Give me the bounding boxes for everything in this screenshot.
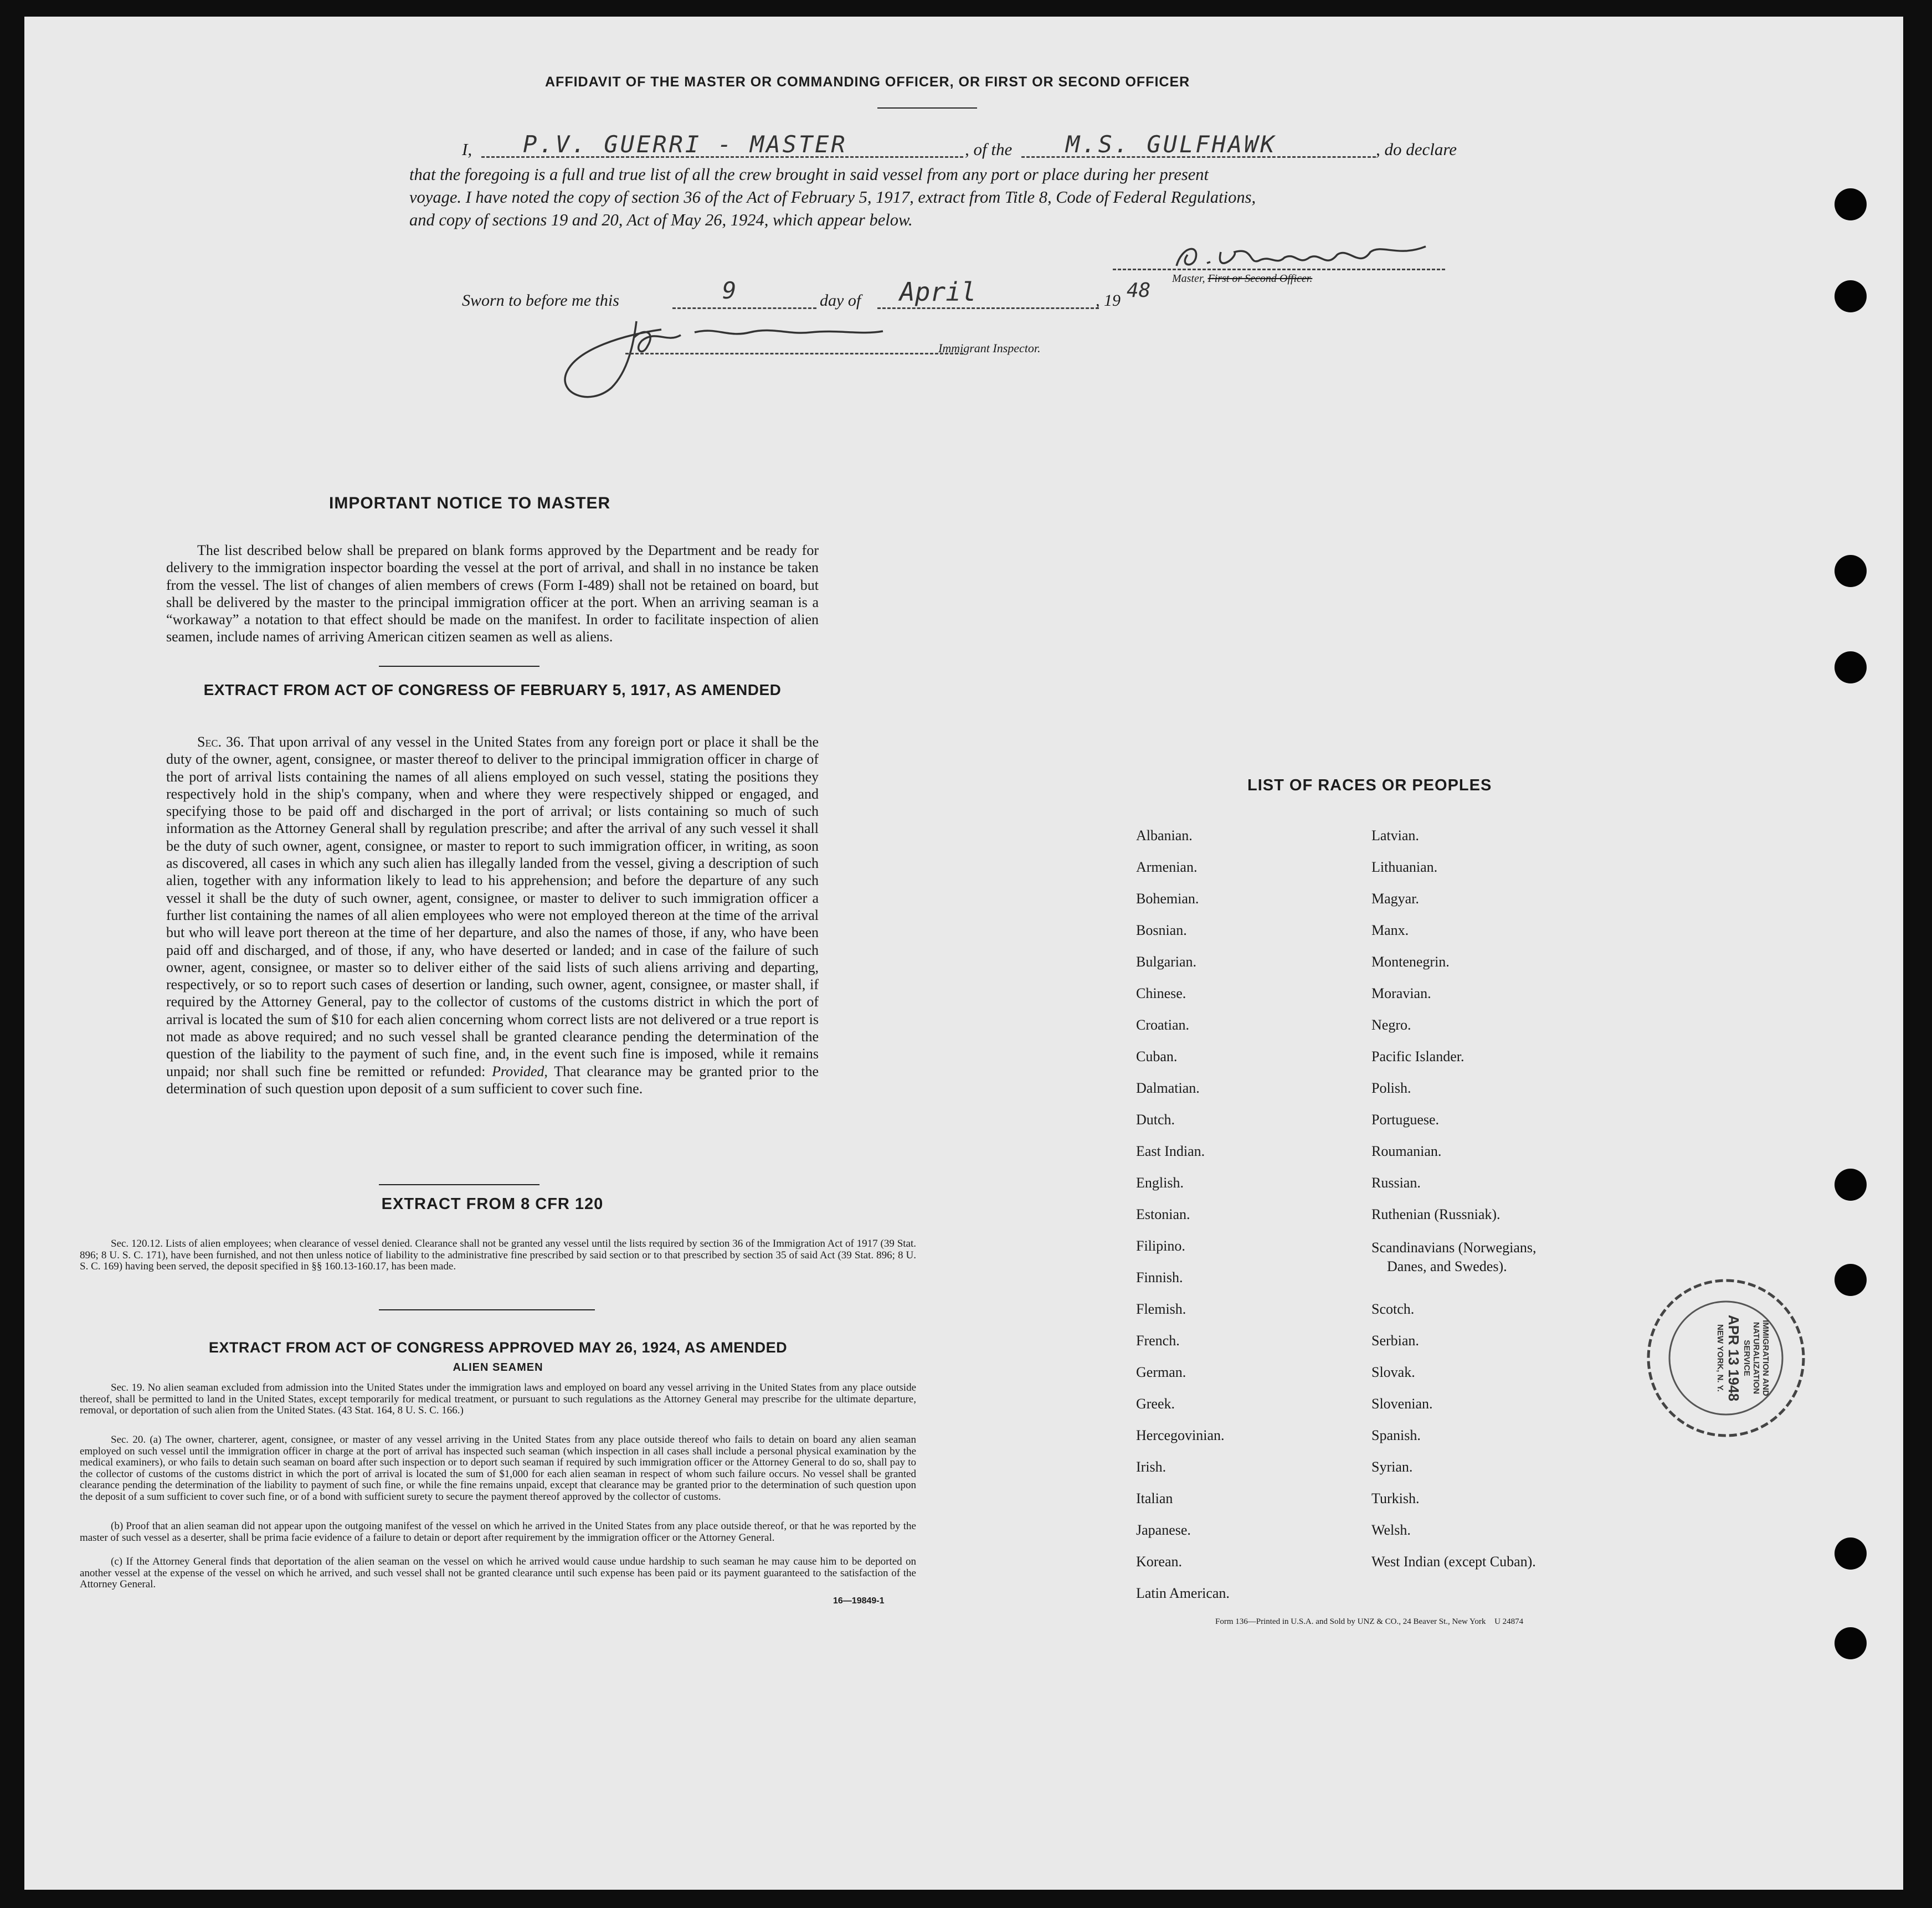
race-left: Armenian. [1136, 859, 1198, 875]
cfr-title: EXTRACT FROM 8 CFR 120 [381, 1195, 604, 1213]
race-left: French. [1136, 1333, 1180, 1349]
extract-1917-provided: Provided, [492, 1063, 548, 1079]
race-left: Bulgarian. [1136, 954, 1197, 970]
stamp-city: NEW YORK, N. Y. [1715, 1324, 1725, 1392]
inspector-signature-line [625, 353, 963, 354]
affidavit-title-rule [877, 107, 977, 109]
master-name-field: P.V. GUERRI - MASTER [523, 131, 847, 158]
race-right: Danes, and Swedes). [1387, 1258, 1507, 1274]
stamp-line-1: IMMIGRATION AND [1761, 1320, 1770, 1396]
binder-hole [1835, 1627, 1867, 1659]
races-title: LIST OF RACES OR PEOPLES [1247, 776, 1492, 794]
race-left: Croatian. [1136, 1017, 1190, 1033]
stamp-line-2: NATURALIZATION [1751, 1321, 1761, 1395]
binder-hole [1835, 1169, 1867, 1201]
extract-1917-text [166, 733, 819, 1097]
form-code: 16—19849-1 [833, 1596, 885, 1606]
race-right: Magyar. [1371, 891, 1419, 907]
race-left: Dutch. [1136, 1112, 1175, 1128]
extract-1924-sec19: Sec. 19. No alien seaman excluded from admission into the United States under the immigration laws and employed on board any vessel arriving in the United States from any place outside thereof, shall be permitted to land in the United States, except temporarily for medical treatment, or pursuant to such regulations as the Attorney General may prescribe for the ultimate departure, removal, or deportation of such alien from the United States. (43 Stat. 164, 8 U. S. C. 166.) [80, 1382, 916, 1417]
extract-1917-body: That upon arrival of any vessel in the United States from any foreign port or place it shall be the duty of the owner, agent, consignee, or master thereof to deliver to the principal immigration officer in charge of the port of arrival lists containing the names of all aliens employed on such vessel, stating the positions they respectively hold in the ship's company, when and where they were respectively shipped or engaged, and specifying those to be paid off and discharged in the port of arrival; or lists containing so much of such information as the Attorney General shall by regulation prescribe; and after the arrival of any such vessel it shall be the duty of such owner, agent, consignee, or master to report to such immigration officer, in writing, as soon as discovered, all cases in which any such alien has illegally landed from the vessel, giving a description of such alien, together with any information likely to lead to his apprehension; and before the departure of any such vessel it shall be the duty of such owner, agent, consignee, or master to deliver to such immigration officer a further list containing the names of all alien employees who were not employed thereon at the time of the arrival but who will leave port thereon at the time of her departure, and also the names of those, if any, who have been paid off and discharged, and of those, if any, who have deserted or landed; and in case of the failure of such owner, agent, consignee, or master so to deliver either of the said lists of such aliens arriving and departing, respectively, or so to report such cases of desertion or landing, such owner, agent, consignee, or master shall, if required by the Attorney General, pay to the collector of customs of the customs district in which the port of arrival is located the sum of $10 for each alien concerning whom correct lists are not delivered or a true report is not made as above required; and no such vessel shall be granted clearance pending the determination of the question of the liability to the payment of such fine, and, in the event such fine is imposed, while it remains unpaid; nor shall such fine be remitted or refunded: [166, 734, 819, 1079]
race-left: Albanian. [1136, 827, 1193, 844]
race-right: Portuguese. [1371, 1112, 1440, 1128]
race-right: Serbian. [1371, 1333, 1419, 1349]
race-left: Latin American. [1136, 1585, 1230, 1601]
extract-1924-subtitle: ALIEN SEAMEN [453, 1361, 543, 1374]
printer-text: Form 136—Printed in U.S.A. and Sold by UNZ & CO., 24 Beaver St., New York [1215, 1617, 1486, 1626]
race-right: Turkish. [1371, 1490, 1420, 1506]
race-left: Flemish. [1136, 1301, 1186, 1317]
year-prefix: , 19 [1096, 291, 1121, 310]
extract-1924-sec20c: (c) If the Attorney General finds that deportation of the alien seaman on the vessel on which he arrived would cause undue hardship to such seaman he may cause him to be deported on another vessel at the expense of the vessel on which he arrived, and such vessel shall not be granted clearance until such expense has been paid or its payment guaranteed to the satisfaction of the Attorney General. [80, 1556, 916, 1591]
race-left: East Indian. [1136, 1143, 1205, 1159]
race-left: Greek. [1136, 1396, 1175, 1412]
master-label [1172, 272, 1312, 285]
race-left: German. [1136, 1364, 1186, 1380]
race-right: Russian. [1371, 1175, 1421, 1191]
sworn-label: Sworn to before me this [462, 291, 619, 310]
document-page [24, 17, 1903, 1890]
inspector-signature [551, 305, 905, 410]
race-right: Pacific Islander. [1371, 1048, 1465, 1064]
race-left: Cuban. [1136, 1048, 1178, 1064]
stamp-text [1715, 1297, 1770, 1419]
binder-hole [1835, 1264, 1867, 1296]
cfr-rule [379, 1309, 595, 1310]
race-left: Hercegovinian. [1136, 1427, 1225, 1443]
master-signature-line [1113, 269, 1445, 270]
sworn-month-line [877, 307, 1099, 309]
race-right: West Indian (except Cuban). [1371, 1554, 1536, 1570]
race-right: Lithuanian. [1371, 859, 1438, 875]
race-left: Italian [1136, 1490, 1173, 1506]
race-left: Bohemian. [1136, 891, 1199, 907]
notice-title: IMPORTANT NOTICE TO MASTER [329, 494, 611, 512]
affidavit-line-3: voyage. I have noted the copy of section 36 of the Act of February 5, 1917, extract from Title 8, Code of Federal Regulations, [409, 188, 1256, 207]
affidavit-line-4: and copy of sections 19 and 20, Act of May 26, 1924, which appear below. [409, 210, 913, 229]
master-signature-text [1171, 248, 1173, 249]
extract-1924-sec20b: (b) Proof that an alien seaman did not appear upon the outgoing manifest of the vessel on which he arrived in the United States from any place outside thereof, or that he was reported by the master of such vessel as a deserter, shall be prima facie evidence of a failure to detain or deport after requirement by the immigration officer or the Attorney General. [80, 1520, 916, 1544]
stamp-line-3: SERVICE [1742, 1340, 1751, 1376]
affidavit-i-label: I, [462, 140, 472, 159]
day-of-label: day of [820, 291, 861, 310]
race-left: Irish. [1136, 1459, 1167, 1475]
extract-1917-rule [379, 1184, 539, 1185]
race-left: English. [1136, 1175, 1184, 1191]
race-right: Latvian. [1371, 827, 1419, 844]
sworn-month-field: April [900, 277, 977, 307]
race-right: Welsh. [1371, 1522, 1411, 1538]
affidavit-line-2: that the foregoing is a full and true list of all the crew brought in said vessel from any port or place during her present [409, 165, 1209, 184]
extract-1917-body-end: That clearance may be granted prior to the determination of such question upon deposit of a sum sufficient to cover such fine. [166, 1063, 819, 1097]
affidavit-do-declare: , do declare [1376, 140, 1457, 159]
inspector-label: Immigrant Inspector. [938, 341, 1041, 355]
race-left: Estonian. [1136, 1206, 1190, 1222]
date-stamp [1643, 1275, 1809, 1441]
printer-footer [1215, 1617, 1523, 1627]
printer-code: U 24874 [1494, 1617, 1524, 1626]
cfr-text: Sec. 120.12. Lists of alien employees; when clearance of vessel denied. Clearance shall not be granted any vessel until the lists required by section 36 of the Immigration Act of 1917 (39 Stat. 896; 8 U. S. C. 171), have been furnished, and not then unless notice of liability to the administrative fine prescribed by said section or to that prescribed by section 35 of said Act (39 Stat. 896; 8 U. S. C. 169) having been served, the deposit specified in §§ 160.13-160.17, has been made. [80, 1238, 916, 1273]
affidavit-title: AFFIDAVIT OF THE MASTER OR COMMANDING OFFICER, OR FIRST OR SECOND OFFICER [545, 74, 1190, 90]
extract-1924-title: EXTRACT FROM ACT OF CONGRESS APPROVED MAY 26, 1924, AS AMENDED [208, 1339, 788, 1356]
race-right: Moravian. [1371, 985, 1431, 1001]
race-right: Montenegrin. [1371, 954, 1450, 970]
binder-hole [1835, 188, 1867, 220]
notice-text: The list described below shall be prepared on blank forms approved by the Department and be ready for delivery to the immigration inspector boarding the vessel at the port of arrival, and shall in no instance be taken from the vessel. The list of changes of alien members of crews (Form I-489) shall not be retained on board, but shall be delivered by the master to the principal immigration officer at the port. When an arriving seaman is a “workaway” a notation to that effect should be made on the manifest. In order to facilitate inspection of alien seamen, include names of arriving American citizen seamen as well as aliens. [166, 542, 819, 645]
race-right: Manx. [1371, 922, 1409, 938]
race-right: Slovak. [1371, 1364, 1415, 1380]
sworn-year-field: 48 [1127, 279, 1151, 302]
race-right: Scotch. [1371, 1301, 1415, 1317]
binder-hole [1835, 280, 1867, 312]
race-right: Roumanian. [1371, 1143, 1442, 1159]
race-left: Dalmatian. [1136, 1080, 1200, 1096]
sworn-day-field: 9 [722, 277, 737, 304]
race-right: Polish. [1371, 1080, 1411, 1096]
master-label-text: Master, [1172, 272, 1205, 285]
binder-hole [1835, 651, 1867, 683]
notice-rule [379, 666, 539, 667]
race-left: Filipino. [1136, 1238, 1185, 1254]
race-left: Korean. [1136, 1554, 1183, 1570]
race-left: Chinese. [1136, 985, 1186, 1001]
binder-hole [1835, 1537, 1867, 1570]
race-right: Spanish. [1371, 1427, 1421, 1443]
vessel-name-field: M.S. GULFHAWK [1066, 131, 1277, 158]
race-right: Ruthenian (Russniak). [1371, 1206, 1501, 1222]
race-right: Negro. [1371, 1017, 1411, 1033]
race-left: Finnish. [1136, 1269, 1183, 1285]
extract-1917-title: EXTRACT FROM ACT OF CONGRESS OF FEBRUARY 5, 1917, AS AMENDED [203, 681, 782, 698]
race-left: Japanese. [1136, 1522, 1191, 1538]
race-left: Bosnian. [1136, 922, 1187, 938]
affidavit-of-the-label: , of the [965, 140, 1013, 159]
race-right: Scandinavians (Norwegians, [1371, 1240, 1537, 1256]
stamp-date: APR 13 1948 [1725, 1314, 1742, 1402]
master-label-struck: First or Second Officer. [1208, 272, 1313, 285]
extract-1924-sec20a: Sec. 20. (a) The owner, charterer, agent, consignee, or master of any vessel arriving in the United States from any place outside thereof who fails to detain on board any alien seaman employed on such vessel until the immigration officer in charge at the port of arrival has inspected such seaman (which inspection in all cases shall include a personal physical examination by the medical examiners), or who fails to detain such seaman on board after such inspection or to deport such seaman if required by such immigration officer or the Attorney General to do so, shall pay to the collector of customs of the customs district in which the port of arrival is located the sum of $1,000 for each alien seaman in respect of whom such failure occurs. No vessel shall be granted clearance pending the determination of the liability to payment of such fine, or while the fine remains unpaid, except that clearance may be granted prior to the determination of such question upon the deposit of a sum sufficient to cover such fine, or of a bond with sufficient surety to secure the payment thereof approved by the collector of customs. [80, 1434, 916, 1503]
extract-1917-sec-label: Sec. 36. [197, 734, 244, 750]
binder-hole [1835, 555, 1867, 587]
race-right: Syrian. [1371, 1459, 1413, 1475]
race-right: Slovenian. [1371, 1396, 1433, 1412]
